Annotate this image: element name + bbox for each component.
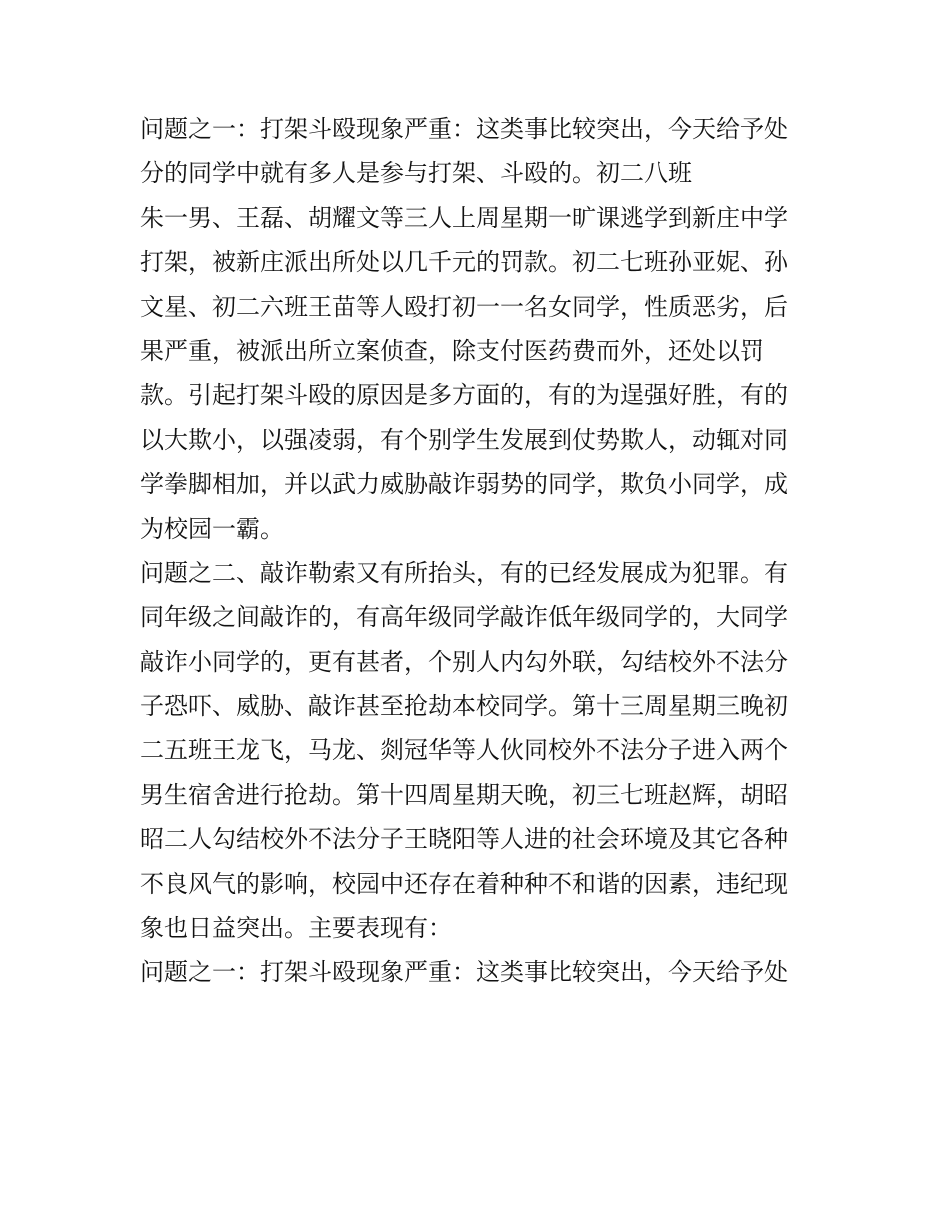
text-line: 敲诈小同学的，更有甚者，个别人内勾外联，勾结校外不法分 (140, 647, 788, 676)
text-line: 象也日益突出。主要表现有： (140, 914, 452, 943)
text-line: 同年级之间敲诈的，有高年级同学敲诈低年级同学的，大同学 (140, 603, 788, 632)
document-body (140, 107, 820, 995)
text-line: 分的同学中就有多人是参与打架、斗殴的。初二八班 (140, 159, 692, 188)
text-line: 款。引起打架斗殴的原因是多方面的，有的为逞强好胜，有的 (140, 381, 788, 410)
text-line: 二五班王龙飞，马龙、剡冠华等人伙同校外不法分子进入两个 (140, 736, 788, 765)
text-line: 昭二人勾结校外不法分子王晓阳等人进的社会环境及其它各种 (140, 825, 788, 854)
text-line: 不良风气的影响，校园中还存在着种种不和谐的因素，违纪现 (140, 869, 788, 898)
text-line: 问题之二、敲诈勒索又有所抬头，有的已经发展成为犯罪。有 (140, 558, 788, 587)
text-line: 朱一男、王磊、胡耀文等三人上周星期一旷课逃学到新庄中学 (140, 203, 788, 232)
text-line: 果严重，被派出所立案侦查，除支付医药费而外，还处以罚 (140, 336, 764, 365)
text-line: 打架，被新庄派出所处以几千元的罚款。初二七班孙亚妮、孙 (140, 248, 788, 277)
text-line: 文星、初二六班王苗等人殴打初一一名女同学，性质恶劣，后 (140, 292, 788, 321)
text-line: 子恐吓、威胁、敲诈甚至抢劫本校同学。第十三周星期三晚初 (140, 692, 788, 721)
text-line: 问题之一：打架斗殴现象严重：这类事比较突出，今天给予处 (140, 115, 788, 143)
text-line: 问题之一：打架斗殴现象严重：这类事比较突出，今天给予处 (140, 958, 788, 987)
text-line: 学拳脚相加，并以武力威胁敲诈弱势的同学，欺负小同学，成 (140, 470, 788, 499)
text-line: 为校园一霸。 (140, 514, 284, 543)
text-line: 男生宿舍进行抢劫。第十四周星期天晚，初三七班赵辉，胡昭 (140, 780, 788, 809)
text-line: 以大欺小，以强凌弱，有个别学生发展到仗势欺人，动辄对同 (140, 425, 788, 454)
